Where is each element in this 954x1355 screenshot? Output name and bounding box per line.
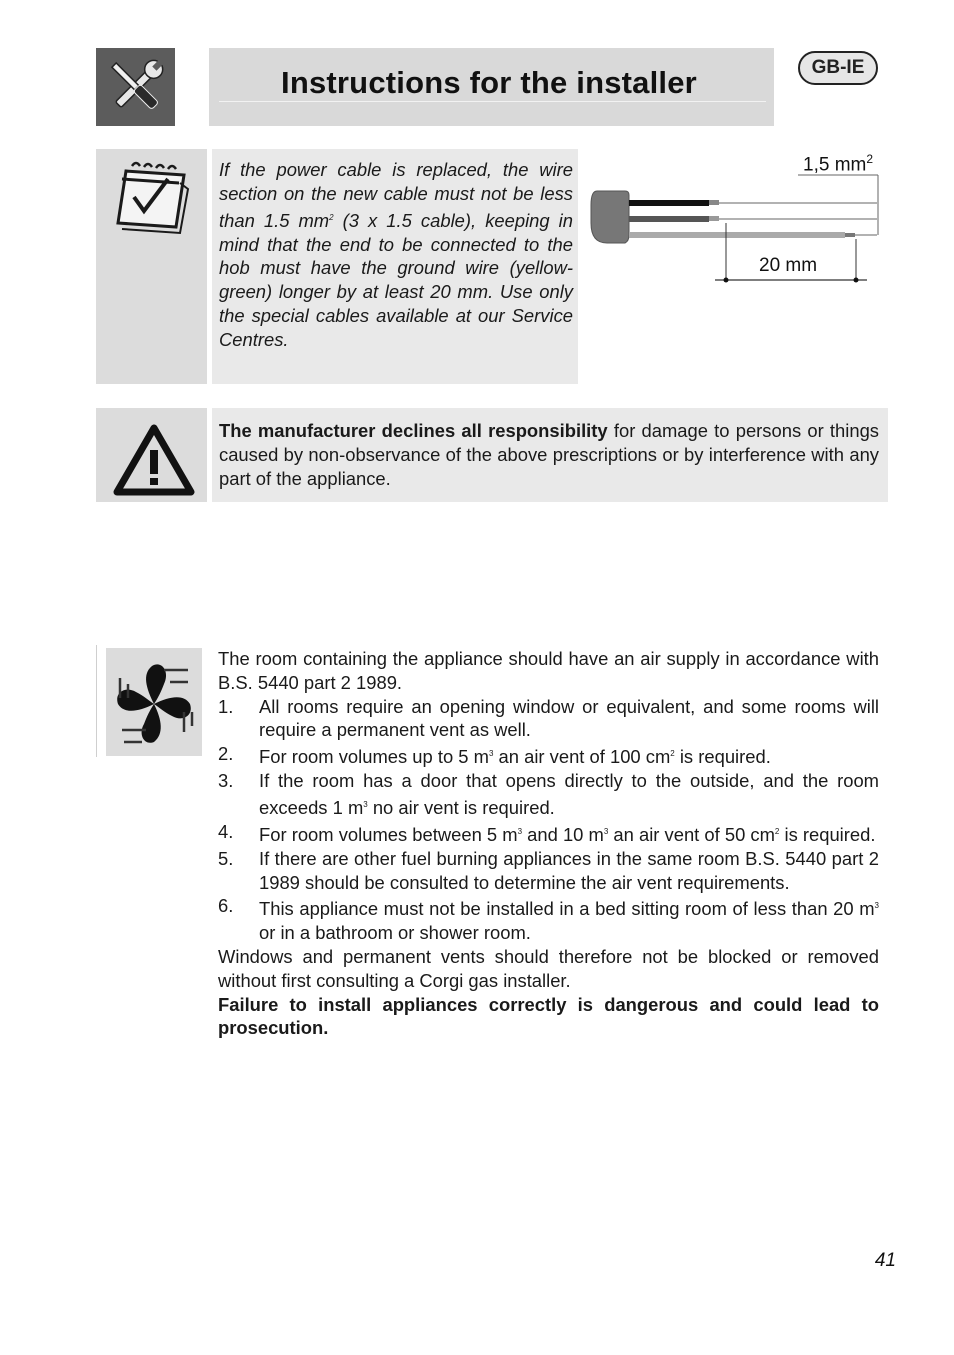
list-item-text: For room volumes between 5 m	[259, 823, 518, 845]
cable-note-part-1: If the power cable is replaced, the wire section on the new cable must not be less than 1.5 mm	[219, 159, 573, 231]
list-item-text: an air vent of 100 cm	[493, 746, 671, 768]
list-item	[218, 847, 879, 895]
wire-section-value: 1,5 mm	[803, 154, 867, 176]
superscript: 2	[774, 826, 780, 836]
page-title: Instructions for the installer	[281, 65, 697, 100]
tools-icon	[96, 48, 175, 126]
list-item	[218, 695, 879, 743]
cable-note-part-2: (3 x 1.5 cable), keeping in mind that the end to be connected to the hob must have the ground wire (yellow-green) longer by at least 20 mm. Use only the special cables available at our Service Centres.	[219, 209, 573, 350]
list-item-text: no air vent is required.	[367, 797, 555, 819]
ventilation-icon-panel	[106, 648, 202, 756]
list-item-text: If the room has a door that opens directly to the outside, and the room exceeds 1 m	[259, 770, 879, 819]
list-item-text: is required.	[779, 823, 876, 845]
header-rule	[219, 101, 766, 102]
list-item	[218, 820, 879, 847]
cable-note-sup: 2	[329, 212, 334, 222]
ventilation-icon-frame	[96, 645, 203, 757]
wire-section-label	[803, 152, 873, 176]
superscript: 2	[670, 749, 675, 759]
superscript: 3	[874, 901, 879, 911]
note-icon-panel	[96, 149, 207, 384]
warning-bold: The manufacturer declines all responsibility	[219, 420, 608, 441]
ventilation-section	[218, 647, 879, 1040]
ground-length-label: 20 mm	[759, 255, 818, 276]
list-item-number: 4.	[218, 820, 234, 842]
warning-triangle-icon	[96, 408, 207, 502]
fan-ventilation-icon	[106, 648, 202, 756]
page-number: 41	[874, 1250, 896, 1271]
superscript: 3	[603, 826, 609, 836]
warning-text	[219, 419, 879, 490]
list-item	[218, 894, 879, 945]
list-item-text: For room volumes up to 5 m	[259, 746, 489, 768]
warning-icon-panel	[96, 408, 207, 502]
list-item	[218, 742, 879, 769]
superscript: 3	[363, 799, 368, 809]
list-item-text: an air vent of 50 cm	[608, 823, 775, 845]
prosecution-warning: Failure to install appliances correctly is dangerous and could lead to prosecution.	[218, 993, 879, 1039]
ventilation-list	[218, 695, 879, 945]
list-item-text: If there are other fuel burning appliances in the same room B.S. 5440 part 2 1989 should be consulted to determine the air vent requirements.	[259, 847, 879, 893]
list-item-text: All rooms require an opening window or equivalent, and some rooms will require a permanent vent as well.	[259, 695, 879, 741]
ventilation-intro: The room containing the appliance should have an air supply in accordance with B.S. 5440 part 2 1989.	[218, 648, 879, 693]
list-item-number: 3.	[218, 770, 234, 792]
cable-note-text	[219, 158, 573, 352]
list-item-text: This appliance must not be installed in a bed sitting room of less than 20 m	[259, 898, 875, 920]
superscript: 3	[517, 826, 523, 836]
country-badge: GB-IE	[798, 51, 878, 85]
list-item-number: 2.	[218, 743, 234, 765]
list-item-text: and 10 m	[522, 823, 604, 845]
superscript: 3	[488, 749, 494, 759]
cable-diagram	[585, 145, 885, 295]
list-item	[218, 769, 879, 820]
list-item-number: 5.	[218, 847, 234, 869]
warning-rest: for damage to persons or things caused by non-observance of the above prescriptions or by interference with any part of the appliance.	[219, 420, 879, 489]
list-item-text: or in a bathroom or shower room.	[259, 922, 531, 944]
list-item-number: 6.	[218, 895, 234, 917]
ventilation-closing: Windows and permanent vents should therefore not be blocked or removed without first consulting a Corgi gas installer.	[218, 946, 879, 991]
list-item-number: 1.	[218, 695, 234, 717]
notepad-check-icon	[96, 149, 207, 384]
wire-section-sup: 2	[866, 152, 874, 166]
list-item-text: is required.	[674, 746, 771, 768]
header-bar	[209, 48, 774, 126]
